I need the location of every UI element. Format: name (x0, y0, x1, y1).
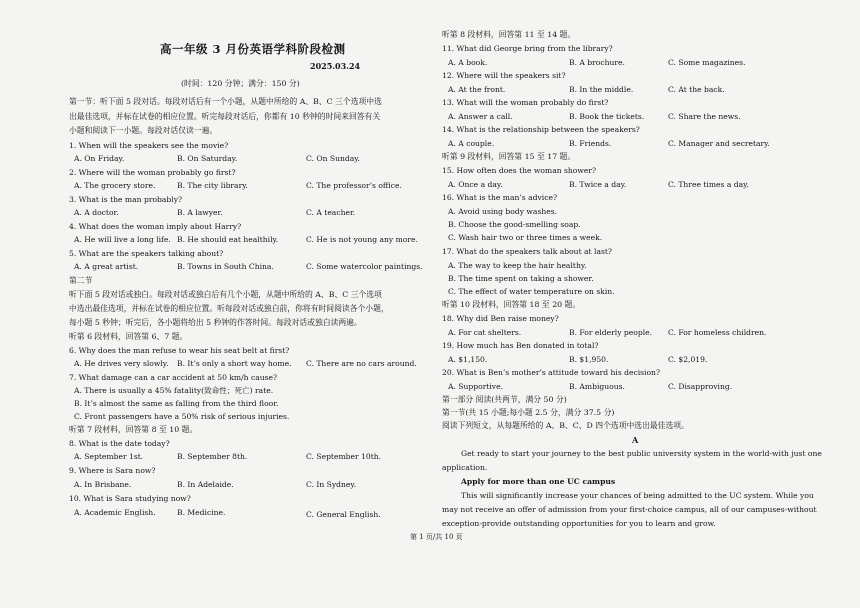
q13-option-a: A. Answer a call. (448, 112, 513, 121)
q12-option-c: C. At the back. (668, 85, 725, 94)
q10-option-a: A. Academic English. (74, 508, 156, 517)
section2-line3: 每小题 5 秒钟；听完后，各小题将给出 5 秒钟的作答时间。每段对话或独白读两遍。 (69, 318, 362, 327)
q18-option-c: C. For homeless children. (668, 328, 767, 337)
q4-option-c: C. He is not young any more. (306, 235, 418, 244)
exam-meta: (时间：120 分钟；满分：150 分) (181, 79, 300, 88)
passage-p2-line2: may not receive an offer of admission from your first-choice campus, all of our campuses-without (442, 505, 817, 514)
q13-option-b: B. Book the tickets. (569, 112, 645, 121)
question-18: 18. Why did Ben raise money? (442, 314, 559, 323)
q15-option-a: A. Once a day. (448, 180, 503, 189)
q5-option-b: B. Towns in South China. (177, 262, 274, 271)
exam-date: 2025.03.24 (310, 61, 361, 71)
q9-option-b: B. In Adelaide. (177, 480, 234, 489)
q1-option-b: B. On Saturday. (177, 154, 238, 163)
page-number: 第 1 页/共 10 页 (410, 533, 463, 541)
question-8: 8. What is the date today? (69, 439, 170, 448)
q14-option-b: B. Friends. (569, 139, 612, 148)
part1-intro-line2: 出最佳选项，并标在试卷的相应位置。听完每段对话后，你都有 10 秒钟的时间来回答有关 (69, 112, 381, 121)
passage-subheading: Apply for more than one UC campus (461, 477, 616, 486)
page-title: 高一年级 3 月份英语学科阶段检测 (160, 42, 346, 56)
question-19: 19. How much has Ben donated in total? (442, 341, 599, 350)
material-9-note: 听第 9 段材料，回答第 15 至 17 题。 (442, 152, 576, 161)
q7-option-c: C. Front passengers have a 50% risk of serious injuries. (74, 412, 290, 421)
reading-instruction: 阅读下列短文，从每题所给的 A、B、C、D 四个选项中选出最佳选项。 (442, 421, 689, 430)
q18-option-a: A. For cat shelters. (448, 328, 522, 337)
question-11: 11. What did George bring from the library? (442, 44, 613, 53)
passage-p1-line1: Get ready to start your journey to the best public university system in the world-with just one (461, 449, 822, 458)
question-3: 3. What is the man probably? (69, 195, 183, 204)
part1-intro-line1: 第一节：听下面 5 段对话。每段对话后有一个小题，从题中所给的 A、B、C 三个选项中选 (69, 97, 382, 106)
part1-intro-line3: 小题和阅读下一小题。每段对话仅读一遍。 (69, 126, 218, 135)
q11-option-c: C. Some magazines. (668, 58, 746, 67)
q8-option-c: C. September 10th. (306, 452, 382, 461)
reading-heading: 第一部分 阅读(共两节，满分 50 分) (442, 395, 567, 404)
section2-title: 第二节 (69, 276, 93, 285)
q3-option-c: C. A teacher. (306, 208, 356, 217)
q16-option-b: B. Choose the good-smelling soap. (448, 220, 581, 229)
q12-option-a: A. At the front. (448, 85, 506, 94)
q14-option-a: A. A couple. (448, 139, 495, 148)
q14-option-c: C. Manager and secretary. (668, 139, 770, 148)
q6-option-b: B. It’s only a short way home. (177, 359, 292, 368)
question-20: 20. What is Ben’s mother’s attitude toward his decision? (442, 368, 661, 377)
question-7: 7. What damage can a car accident at 50 km/h cause? (69, 373, 278, 382)
material-10-note: 听第 10 段材料，回答第 18 至 20 题。 (442, 300, 581, 309)
q8-option-b: B. September 8th. (177, 452, 248, 461)
question-17: 17. What do the speakers talk about at last? (442, 247, 612, 256)
question-6: 6. Why does the man refuse to wear his seat belt at first? (69, 346, 290, 355)
question-1: 1. When will the speakers see the movie? (69, 141, 229, 150)
q19-option-b: B. $1,950. (569, 355, 609, 364)
section2-line1: 听下面 5 段对话或独白。每段对话或独白后有几个小题，从题中所给的 A、B、C 三个选项 (69, 290, 382, 299)
q19-option-a: A. $1,150. (448, 355, 488, 364)
passage-p2-line1: This will significantly increase your chances of being admitted to the UC system. While you (461, 491, 814, 500)
q11-option-a: A. A book. (448, 58, 488, 67)
q6-option-a: A. He drives very slowly. (74, 359, 169, 368)
question-5: 5. What are the speakers talking about? (69, 249, 224, 258)
q19-option-c: C. $2,019. (668, 355, 708, 364)
passage-p1-line2: application. (442, 463, 488, 472)
q5-option-c: C. Some watercolor paintings. (306, 262, 423, 271)
q7-option-a: A. There is usually a 45% fatality(致命性；死亡) rate. (74, 386, 274, 395)
q18-option-b: B. For elderly people. (569, 328, 653, 337)
material-8-note: 听第 8 段材料，回答第 11 至 14 题。 (442, 30, 576, 39)
q12-option-b: B. In the middle. (569, 85, 634, 94)
question-13: 13. What will the woman probably do first? (442, 98, 609, 107)
q2-option-b: B. The city library. (177, 181, 248, 190)
q1-option-a: A. On Friday. (74, 154, 125, 163)
q5-option-a: A. A great artist. (74, 262, 139, 271)
question-15: 15. How often does the woman shower? (442, 166, 597, 175)
q1-option-c: C. On Sunday. (306, 154, 360, 163)
q3-option-a: A. A doctor. (74, 208, 119, 217)
q16-option-c: C. Wash hair two or three times a week. (448, 233, 603, 242)
q15-option-b: B. Twice a day. (569, 180, 627, 189)
section2-line2: 中选出最佳选项，并标在试卷的相应位置。听每段对话或独白前，你将有时间阅读各个小题， (69, 304, 389, 313)
reading-section1: 第一节(共 15 小题;每小题 2.5 分，满分 37.5 分) (442, 408, 615, 417)
q15-option-c: C. Three times a day. (668, 180, 749, 189)
question-12: 12. Where will the speakers sit? (442, 71, 566, 80)
q8-option-a: A. September 1st. (74, 452, 144, 461)
question-9: 9. Where is Sara now? (69, 466, 156, 475)
q17-option-b: B. The time spent on taking a shower. (448, 274, 594, 283)
q17-option-a: A. The way to keep the hair healthy. (448, 261, 587, 270)
question-10: 10. What is Sara studying now? (69, 494, 191, 503)
question-14: 14. What is the relationship between the speakers? (442, 125, 640, 134)
passage-label: A (632, 435, 639, 445)
q13-option-c: C. Share the news. (668, 112, 741, 121)
q3-option-b: B. A lawyer. (177, 208, 223, 217)
q2-option-c: C. The professor’s office. (306, 181, 402, 190)
q10-option-c: C. General English. (306, 510, 381, 519)
q2-option-a: A. The grocery store. (74, 181, 156, 190)
q16-option-a: A. Avoid using body washes. (448, 207, 558, 216)
q9-option-a: A. In Brisbane. (74, 480, 132, 489)
question-16: 16. What is the man’s advice? (442, 193, 558, 202)
q10-option-b: B. Medicine. (177, 508, 226, 517)
q11-option-b: B. A brochure. (569, 58, 625, 67)
q20-option-b: B. Ambiguous. (569, 382, 625, 391)
material-6-note: 听第 6 段材料，回答第 6、7 题。 (69, 332, 188, 341)
q9-option-c: C. In Sydney. (306, 480, 357, 489)
question-4: 4. What does the woman imply about Harry? (69, 222, 242, 231)
question-2: 2. Where will the woman probably go first? (69, 168, 236, 177)
q20-option-a: A. Supportive. (448, 382, 504, 391)
q4-option-a: A. He will live a long life. (74, 235, 171, 244)
q7-option-b: B. It’s almost the same as falling from the third floor. (74, 399, 279, 408)
q20-option-c: C. Disapproving. (668, 382, 733, 391)
passage-p2-line3: exception-provide outstanding opportunities for you to learn and grow. (442, 519, 716, 528)
material-7-note: 听第 7 段材料，回答第 8 至 10 题。 (69, 425, 198, 434)
q6-option-c: C. There are no cars around. (306, 359, 417, 368)
q4-option-b: B. He should eat healthily. (177, 235, 279, 244)
q17-option-c: C. The effect of water temperature on skin. (448, 287, 615, 296)
